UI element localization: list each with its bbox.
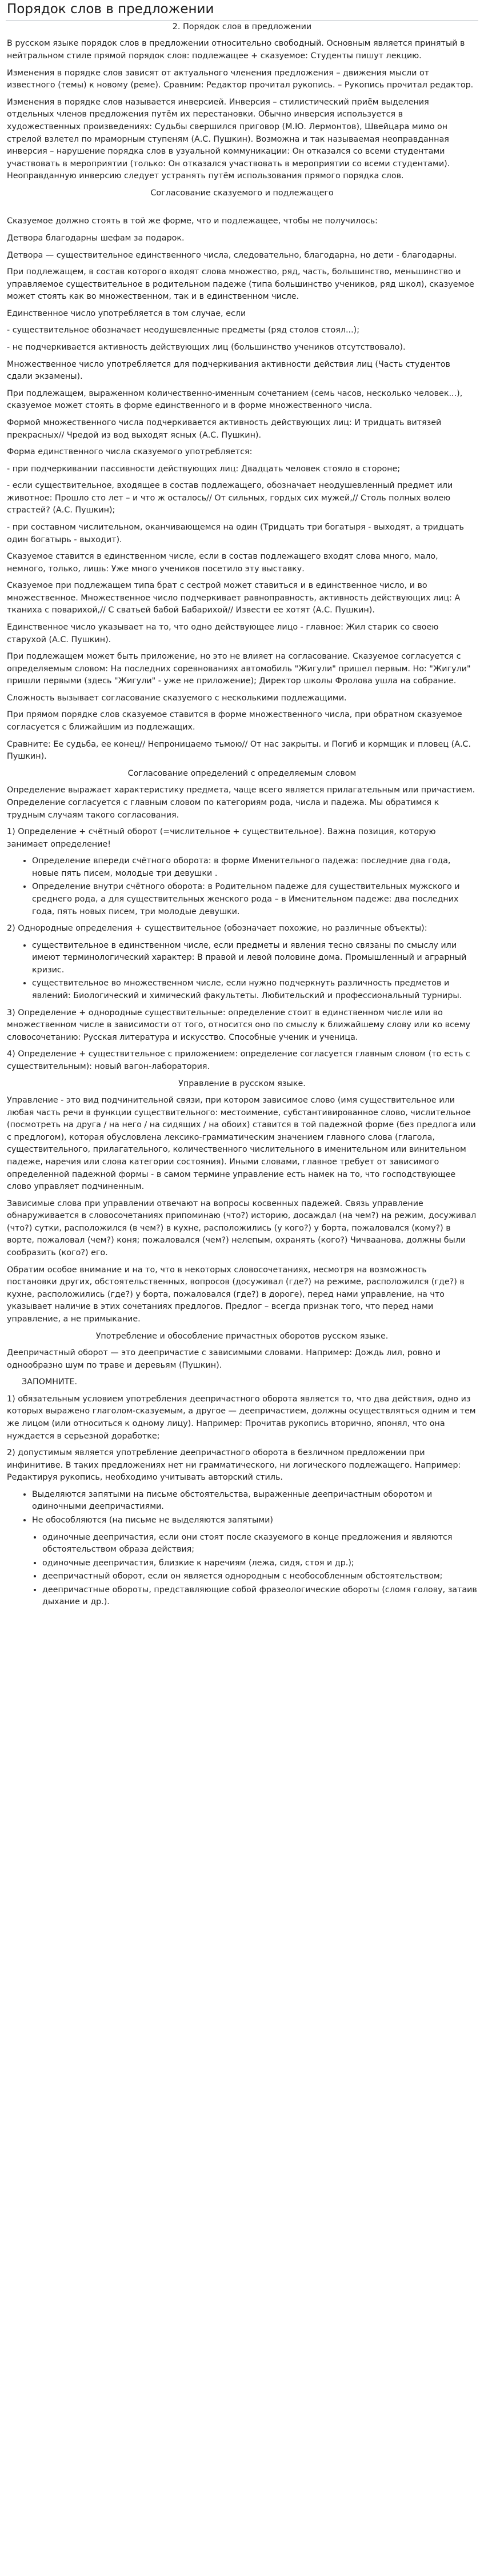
section-heading-government: Управление в русском языке. bbox=[178, 1079, 306, 1088]
paragraph: 2) допустимым является употребление деепричастного оборота в безличном предложении при инфинитиве. В таких предложениях нет ни грамматического, ни логического подлежащего. Например: Редактируя рукопись, необходимо учитывать авторский стиль. bbox=[7, 1448, 461, 1483]
paragraph: Сказуемое при подлежащем типа брат с сестрой может ставиться и в единственное число, и во множественное. Множественное число подчеркивает равноправность, активность действующих лиц: А тканиха с поварихой,// С сватьей бабой Бабарихой// Извести ее хотят (А.С. Пушкин). bbox=[7, 581, 461, 615]
paragraph: Деепричастный оборот — это деепричастие с зависимыми словами. Например: Дождь лил, ровно и однообразно шум по траве и деревьям (Пушкин). bbox=[7, 1348, 441, 1370]
paragraph: Изменения в порядке слов называется инверсией. Инверсия – стилистический приём выделения отдельных членов предложения путём их перестановки. Обычно инверсия используется в художественных произведениях: Судьбы свершился приговор (М.Ю. Лермонтов), Швейцара мимо он стрелой взлетел по мраморным ступеням (А.С. Пушкин). Возможна и так называемая неоправданная инверсия – нарушение порядка слов в узуальной коммуникации: Он отказался со всеми студентами участвовать в мероприятии (только: Он отказался участвовать в мероприятии со всеми студентами). Неоправданную инверсию следует устранять путём использования прямого порядка слов. bbox=[7, 97, 450, 181]
list-item: • существительное в единственном числе, если предметы и явления тесно связаны по смыслу или имеют терминологический характер: В правой и левой половине дома. Промышленный и аграрный кризис. bbox=[32, 940, 477, 977]
list-item: • существительное во множественном числе, если нужно подчеркнуть различность предметов и явлений: Биологический и химический факультеты. Любительский и профессиональный турниры. bbox=[32, 977, 477, 1002]
list-item: • одиночные деепричастия, если они стоят после сказуемого в конце предложения и являются обстоятельством образа действия; bbox=[42, 1532, 477, 1556]
paragraph: Детвора — существительное единственного числа, следовательно, благодарна, но дети - благодарны. bbox=[7, 250, 457, 260]
paragraph: Управление - это вид подчинительной связи, при котором зависимое слово (имя существительное или любая часть речи в функции существительного: местоимение, субстантивированное слово, числительное (посмотреть на друга / на него / на сидящих / на обоих) ставится в той падежной форме (без предлога или с предлогом), которая обусловлена лексико-грамматическим значением главного слова (глагола, существительного, прилагательного, количественного числительного в именительном или винительном падеже, наречия или слова категории состояния). Иными словами, главное требует от зависимого определенной падежной формы - в самом термине управление есть намек на то, что господствующее слово управляет подчиненным. bbox=[7, 1096, 476, 1192]
paragraph: При прямом порядке слов сказуемое ставится в форме множественного числа, при обратном сказуемое согласуется с ближайшим из подлежащих. bbox=[7, 710, 462, 732]
paragraph: Изменения в порядке слов зависят от актуального членения предложения – движения мысли от известного (темы) к новому (реме). Сравним: Редактор прочитал рукопись. – Рукопись прочитал редактор. bbox=[7, 68, 474, 90]
list-item: • деепричастный оборот, если он является однородным с необособленным обстоятельством; bbox=[42, 1571, 477, 1583]
paragraph: Единственное число указывает на то, что одно действующее лицо - главное: Жил старик со своею старухой (А.С. Пушкин). bbox=[7, 623, 439, 644]
paragraph: Зависимые слова при управлении отвечают на вопросы косвенных падежей. Связь управление обнаруживается в словосочетаниях припоминаю (что?) историю, досаждал (на чем?) на режим, досуживал (что?) сутки, расположился (в чем?) в кухне, расположились (у кого?) у борта, пожаловался (кому?) в ворте, пожаловал (чем?) коня; пожаловался (чем?) нелепым, охранять (кого?) Чичваанова, должны были сообразить (кого?) его. bbox=[7, 1199, 477, 1258]
paragraph: 2) Однородные определения + существительное (обозначает похожие, но различные объекты): bbox=[7, 924, 427, 934]
paragraph: - существительное обозначает неодушевленные предметы (ряд столов стоял...); bbox=[7, 326, 360, 335]
paragraph: Обратим особое внимание и на то, что в некоторых словосочетаниях, несмотря на возможность постановки других, обстоятельственных, вопросов (досуживал (где?) на режиме, расположился (где?) в кухне, расположились (где?) у борта, пожаловался (где?) в дороге), перед нами управление, на что указывает наличие в этих сочетаниях предлогов. Предлог – всегда признак того, что перед нами управление, а не примыкание. bbox=[7, 1265, 465, 1324]
definition-list-2 bbox=[7, 940, 477, 1003]
list-item: • Определение внутри счётного оборота: в Родительном падеже для существительных мужского и среднего рода, а для существительных женского рода – в Именительном падеже: два последних года, пять новых писем, три молодые девушки. bbox=[32, 881, 477, 918]
paragraph: 4) Определение + существительное с приложением: определение согласуется главным словом (то есть с существительным): новый вагон-лаборатория. bbox=[7, 1049, 470, 1071]
section-heading-participles: Употребление и обособление причастных оборотов русском языке. bbox=[95, 1331, 389, 1341]
list-item: • Не обособляются (на письме не выделяются запятыми) bbox=[32, 1515, 477, 1527]
paragraph: В русском языке порядок слов в предложении относительно свободный. Основным является принятый в нейтральном стиле прямой порядок слов: подлежащее + сказуемое: Студенты пишут лекцию. bbox=[7, 39, 465, 61]
definition-list-1 bbox=[7, 855, 477, 918]
paragraph: Сказуемое должно стоять в той же форме, что и подлежащее, чтобы не получилось: bbox=[7, 217, 378, 226]
list-item: • одиночные деепричастия, близкие к наречиям (лежа, сидя, стоя и др.); bbox=[42, 1557, 477, 1570]
section-heading-definitions: Согласование определений с определяемым словом bbox=[127, 768, 357, 778]
paragraph: Единственное число употребляется в том случае, если bbox=[7, 309, 246, 318]
paragraph: 3) Определение + однородные существительные: определение стоит в единственном числе или во множественном числе в зависимости от того, относится оно по смыслу к ближайшему слову или ко всему словосочетанию: Русская литература и искусство. Способные ученик и ученица. bbox=[7, 1008, 470, 1042]
section-heading-subject-predicate: Согласование сказуемого и подлежащего bbox=[150, 188, 334, 198]
example-sentence: Детвора благодарны шефам за подарок. bbox=[7, 233, 185, 243]
participle-list bbox=[7, 1489, 477, 1527]
participle-sublist bbox=[7, 1532, 477, 1609]
paragraph: Форма единственного числа сказуемого употребляется: bbox=[7, 447, 253, 457]
paragraph: При подлежащем, в состав которого входят слова множество, ряд, часть, большинство, меньшинство и управляемое существительное в родительном падеже (типа большинство учеников, ряд школ), сказуемое может стоять как во множественном, так и в единственном числе. bbox=[7, 267, 474, 302]
list-item: • Определение впереди счётного оборота: в форме Именительного падежа: последние два года, новые пять писем, молодые три девушки . bbox=[32, 855, 477, 880]
paragraph: - при составном числительном, оканчивающемся на один (Тридцать три богатыря - выходят, а тридцать один богатырь - выходит). bbox=[7, 522, 464, 544]
paragraph: Определение выражает характеристику предмета, чаще всего является прилагательным или причастием. Определение согласуется с главным словом по категориям рода, числа и падежа. Мы обратимся к трудным случаям такого согласования. bbox=[7, 786, 475, 820]
paragraph: Сложность вызывает согласование сказуемого с несколькими подлежащими. bbox=[7, 693, 347, 703]
article-body bbox=[6, 21, 478, 1609]
page-title: Порядок слов в предложении bbox=[6, 0, 478, 21]
section-heading-word-order: 2. Порядок слов в предложении bbox=[172, 22, 312, 31]
paragraph: Формой множественного числа подчеркивается активность действующих лиц: И тридцать витязей прекрасных// Чредой из вод выходят ясных (А.С. Пушкин). bbox=[7, 418, 442, 440]
list-item: • Выделяются запятыми на письме обстоятельства, выраженные деепричастным оборотом и одиночными деепричастиями. bbox=[32, 1489, 477, 1513]
paragraph: - не подчеркивается активность действующих лиц (большинство учеников отсутствовало). bbox=[7, 343, 406, 352]
paragraph: 1) обязательным условием употребления деепричастного оборота является то, что два действия, одно из которых выражено глаголом-сказуемым, а другое — деепричастием, должны осуществляться одним и тем же лицом (или относиться к одному лицу). Например: Прочитав рукопись вторично, японял, что она нуждается в серьезной доработке; bbox=[7, 1394, 476, 1441]
list-item: • деепричастные обороты, представляющие собой фразеологические обороты (сломя голову, затаив дыхание и др.). bbox=[42, 1584, 477, 1609]
paragraph: Сравните: Ее судьба, ее конец// Непроницаемо тьмою// От нас закрыты. и Погиб и кормщик и пловец (А.С. Пушкин). bbox=[7, 739, 471, 762]
paragraph: 1) Определение + счётный оборот (=числительное + существительное). Важна позиция, которую занимает определение! bbox=[7, 827, 436, 849]
paragraph: Множественное число употребляется для подчеркивания активности действия лиц (Часть студентов сдали экзамены). bbox=[7, 359, 450, 382]
paragraph: - при подчеркивании пассивности действующих лиц: Двадцать человек стояло в стороне; bbox=[7, 464, 401, 474]
paragraph: Сказуемое ставится в единственном числе, если в состав подлежащего входят слова много, мало, немного, только, лишь: Уже много учеников посетило эту выставку. bbox=[7, 552, 438, 574]
paragraph: При подлежащем может быть приложение, но это не влияет на согласование. Сказуемое согласуется с определяемым словом: На последних соревнованиях автомобиль "Жигули" пришел первым. Но: "Жигули" пришли первыми (здесь "Жигули" - уже не приложение); Директор школы Фролова ушла на собрание. bbox=[7, 652, 471, 686]
remember-label: ЗАПОМНИТЕ. bbox=[22, 1377, 78, 1387]
paragraph: При подлежащем, выраженном количественно-именным сочетанием (семь часов, несколько человек...), сказуемое может стоять в форме единственного и в форме множественного числа. bbox=[7, 388, 463, 411]
paragraph: - если существительное, входящее в состав подлежащего, обозначает неодушевленный предмет или животное: Прошло сто лет – и что ж осталось// От сильных, гордых сих мужей,// Столь полных волею страстей? (А.С. Пушкин); bbox=[7, 481, 453, 515]
